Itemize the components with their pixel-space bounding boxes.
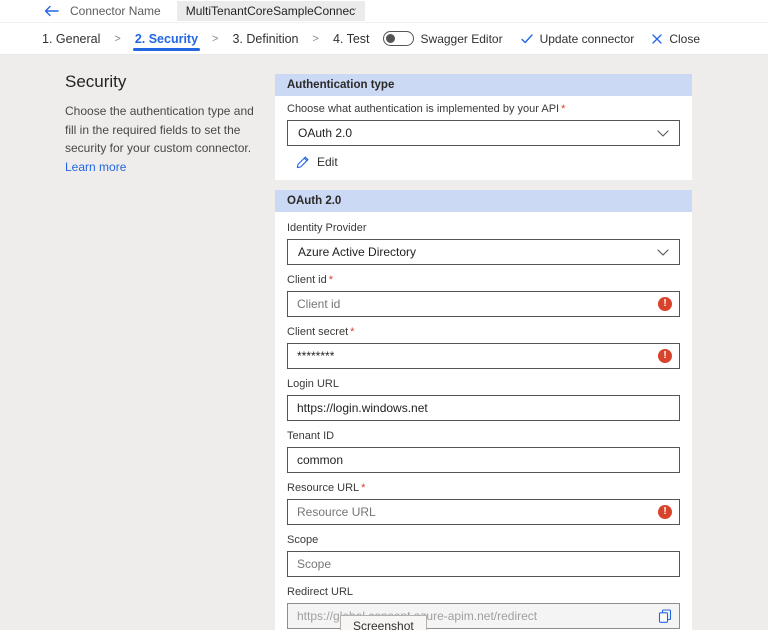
tab-test[interactable]: 4. Test (332, 31, 370, 46)
required-asterisk: * (350, 326, 355, 338)
swagger-editor-toggle[interactable] (383, 31, 414, 46)
authentication-type-dropdown[interactable] (287, 120, 680, 146)
field-login-url (287, 378, 680, 421)
authentication-type-value: OAuth 2.0 (298, 126, 353, 140)
scope-label: Scope (287, 534, 319, 546)
copy-icon (658, 609, 672, 623)
client-secret-input[interactable] (287, 343, 680, 369)
tab-security[interactable]: 2. Security (135, 23, 198, 54)
screenshot-tooltip: Screenshot (340, 615, 427, 630)
connector-name-label: Connector Name (70, 4, 161, 18)
resource-url-input[interactable] (287, 499, 680, 525)
tab-separator: > (114, 32, 121, 45)
auth-field-label (287, 103, 680, 116)
edit-auth-button[interactable] (287, 155, 680, 169)
edit-label: Edit (317, 155, 338, 169)
client-secret-label (287, 326, 680, 339)
authentication-type-card (275, 74, 692, 180)
tab-separator: > (312, 32, 319, 45)
error-icon: ! (658, 297, 672, 311)
field-identity-provider (287, 222, 680, 265)
connector-name-input[interactable] (177, 1, 365, 21)
update-connector-button[interactable] (521, 32, 635, 46)
oauth-header: OAuth 2.0 (275, 190, 692, 212)
copy-button[interactable] (658, 609, 672, 623)
required-asterisk: * (361, 482, 366, 494)
top-bar (0, 0, 768, 22)
chevron-down-icon (657, 249, 669, 256)
toggle-knob (386, 34, 395, 43)
resource-url-label-text: Resource URL (287, 482, 360, 494)
back-button[interactable] (40, 2, 62, 20)
learn-more-link[interactable]: Learn more (65, 159, 127, 174)
identity-provider-dropdown[interactable] (287, 239, 680, 265)
update-connector-label: Update connector (539, 31, 635, 46)
login-url-label: Login URL (287, 378, 339, 390)
required-asterisk: * (328, 274, 334, 286)
login-url-input[interactable] (287, 395, 680, 421)
redirect-url-label: Redirect URL (287, 586, 354, 598)
authentication-type-header: Authentication type (275, 74, 692, 96)
pencil-icon (296, 155, 310, 169)
swagger-editor-label: Swagger Editor (420, 31, 503, 46)
scope-input[interactable] (287, 551, 680, 577)
client-secret-label-text: Client secret (287, 326, 349, 338)
tab-general[interactable]: 1. General (42, 31, 101, 46)
content-area (0, 55, 768, 630)
close-label: Close (669, 31, 700, 46)
close-icon (652, 34, 662, 44)
page-description: Choose the authentication type and fill in the required fields to set the security for your custom connector. (65, 104, 254, 156)
oauth-card (275, 190, 692, 630)
client-id-label (287, 274, 680, 287)
tab-definition[interactable]: 3. Definition (232, 31, 299, 46)
identity-provider-value: Azure Active Directory (298, 245, 417, 259)
tenant-id-input[interactable] (287, 447, 680, 473)
page-title: Security (65, 72, 127, 91)
tab-actions (383, 31, 700, 46)
security-side-panel (65, 72, 265, 176)
field-resource-url (287, 482, 680, 525)
error-icon: ! (658, 505, 672, 519)
field-client-secret (287, 326, 680, 369)
chevron-down-icon (657, 130, 669, 137)
client-id-label-text: Client id (287, 274, 327, 286)
tab-separator: > (212, 32, 219, 45)
auth-field-label-text: Choose what authentication is implemented by your API (287, 103, 560, 115)
field-scope (287, 534, 680, 577)
identity-provider-label: Identity Provider (287, 222, 367, 234)
checkmark-icon (521, 34, 533, 44)
error-icon: ! (658, 349, 672, 363)
field-tenant-id (287, 430, 680, 473)
swagger-editor-control (383, 31, 503, 46)
resource-url-label (287, 482, 680, 495)
wizard-tab-bar (0, 22, 768, 55)
field-client-id (287, 274, 680, 317)
required-asterisk: * (561, 103, 566, 115)
client-id-input[interactable] (287, 291, 680, 317)
close-button[interactable] (652, 32, 700, 46)
back-arrow-icon (44, 5, 59, 17)
tenant-id-label: Tenant ID (287, 430, 335, 442)
